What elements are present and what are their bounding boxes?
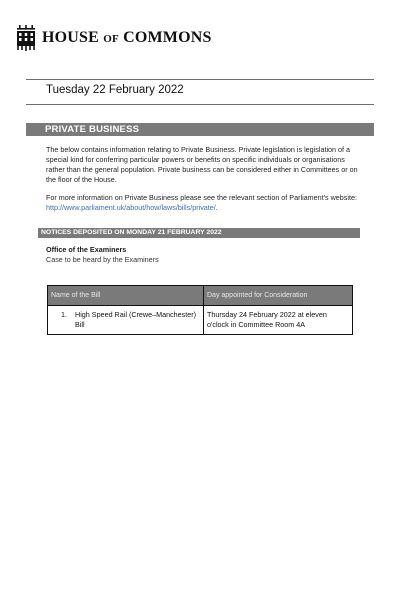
bill-number: 1. (61, 310, 67, 319)
table-header-row (48, 286, 353, 306)
more-info-suffix: . (215, 203, 218, 212)
notices-heading: NOTICES DEPOSITED ON MONDAY 21 FEBRUARY 2022 (38, 228, 360, 238)
more-info-text: For more information on Private Business please see the relevant section of Parliament's website: (46, 193, 357, 202)
intro-paragraph: The below contains information relating to Private Business. Private legislation is legislation of a special kind for conferring particular powers or benefits on specific individuals or organisations rather than the general population. Private business can be considered either in Committees or on the floor of the House. (46, 145, 358, 184)
top-rule (26, 79, 374, 80)
parliament-website-link[interactable]: http://www.parliament.uk/about/how/laws/bills/private/ (46, 203, 216, 212)
column-header-consideration-day: Day appointed for Consideration (204, 286, 353, 306)
consideration-cell: Thursday 24 February 2022 at eleven o'clock in Committee Room 4A (204, 306, 353, 335)
office-title: Office of the Examiners (46, 245, 127, 254)
bill-name-cell (48, 306, 204, 335)
logo-wordmark: HOUSE OF COMMONS (42, 29, 212, 46)
table-row (48, 306, 353, 335)
date-rule (26, 104, 374, 105)
section-heading: PRIVATE BUSINESS (26, 123, 374, 136)
document-date: Tuesday 22 February 2022 (46, 84, 184, 96)
house-of-commons-logo (16, 24, 212, 52)
office-subtitle: Case to be heard by the Examiners (46, 255, 159, 264)
bill-name: High Speed Rail (Crewe–Manchester) Bill (75, 310, 197, 329)
bills-table (47, 285, 353, 335)
portcullis-icon (16, 25, 36, 51)
column-header-bill-name: Name of the Bill (48, 286, 204, 306)
more-info-paragraph (46, 193, 364, 213)
